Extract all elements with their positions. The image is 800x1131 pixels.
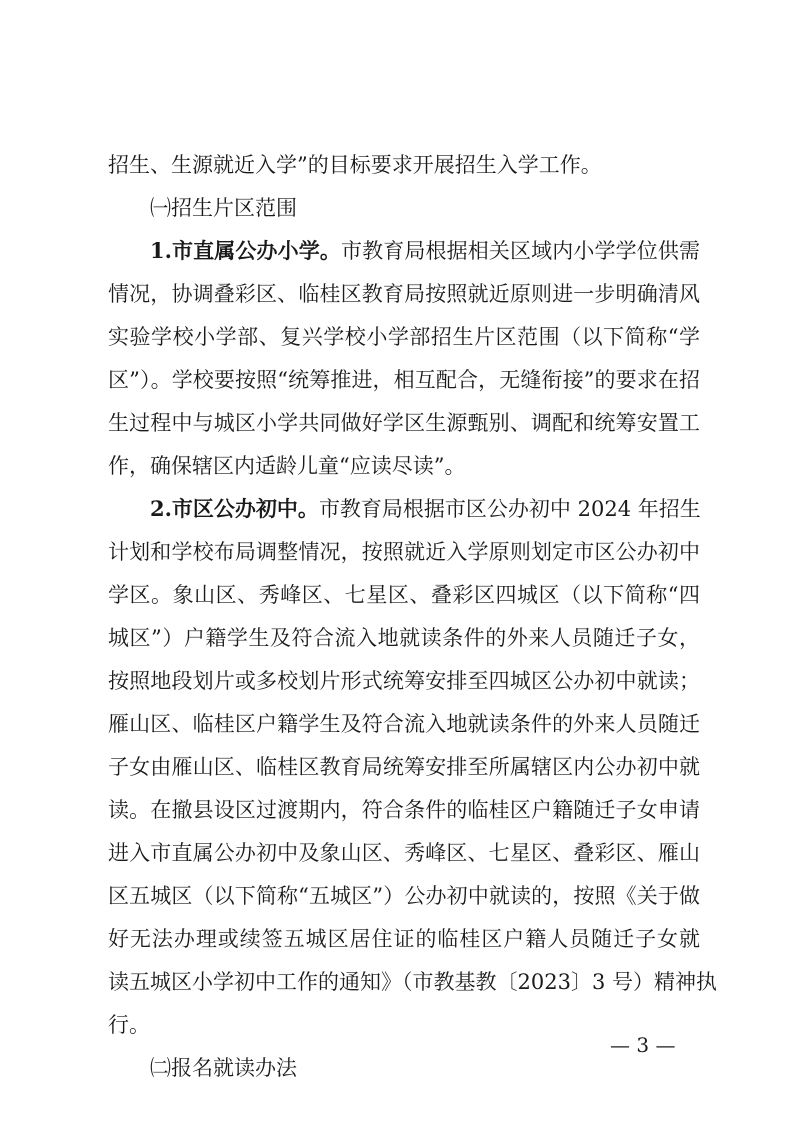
paragraph-line: 区”）。学校要按照“统筹推进，相互配合，无缝衔接”的要求在招 xyxy=(108,368,700,392)
paragraph-line: 进入市直属公办初中及象山区、秀峰区、七星区、叠彩区、雁山 xyxy=(108,841,700,865)
paragraph-continuation: 招生、生源就近入学”的目标要求开展招生入学工作。 xyxy=(108,153,602,177)
paragraph-line: 子女由雁山区、临桂区教育局统筹安排至所属辖区内公办初中就 xyxy=(108,755,700,779)
paragraph-line: 读。在撤县设区过渡期内，符合条件的临桂区户籍随迁子女申请 xyxy=(108,798,700,822)
paragraph-line: 生过程中与城区小学共同做好学区生源甄别、调配和统筹安置工 xyxy=(108,411,700,435)
section-heading-enrollment-zones: ㈠招生片区范围 xyxy=(150,196,297,220)
paragraph-line: 行。 xyxy=(108,1013,150,1037)
paragraph-line: 作，确保辖区内适龄儿童“应读尽读”。 xyxy=(108,454,466,478)
paragraph-line: 计划和学校布局调整情况，按照就近入学原则划定市区公办初中 xyxy=(108,540,700,564)
paragraph-junior-line-1: 2.市区公办初中。市教育局根据市区公办初中 2024 年招生 xyxy=(150,496,701,521)
paragraph-line: 区五城区（以下简称“五城区”）公办初中就读的，按照《关于做 xyxy=(108,884,700,908)
subheading-junior-high: 2.市区公办初中。 xyxy=(150,496,319,521)
paragraph-line: 好无法办理或续签五城区居住证的临桂区户籍人员随迁子女就 xyxy=(108,927,700,951)
paragraph-line: 按照地段划片或多校划片形式统筹安排至四城区公办初中就读； xyxy=(108,669,700,693)
paragraph-line: 学区。象山区、秀峰区、七星区、叠彩区四城区（以下简称“四 xyxy=(108,583,700,607)
paragraph-line: 情况，协调叠彩区、临桂区教育局按照就近原则进一步明确清风 xyxy=(108,282,700,306)
section-heading-registration: ㈡报名就读办法 xyxy=(150,1056,297,1080)
paragraph-line: 实验学校小学部、复兴学校小学部招生片区范围（以下简称“学 xyxy=(108,325,700,349)
paragraph-primary-line-1: 1.市直属公办小学。市教育局根据相关区域内小学学位供需 xyxy=(150,238,700,263)
paragraph-line: 雁山区、临桂区户籍学生及符合流入地就读条件的外来人员随迁 xyxy=(108,712,700,736)
paragraph-line: 城区”）户籍学生及符合流入地就读条件的外来人员随迁子女， xyxy=(108,626,700,650)
subheading-primary-school: 1.市直属公办小学。 xyxy=(150,238,342,263)
page-number: — 3 — xyxy=(610,1033,676,1057)
paragraph-line: 读五城区小学初中工作的通知》（市教基教〔2023〕3 号）精神执 xyxy=(108,970,717,994)
